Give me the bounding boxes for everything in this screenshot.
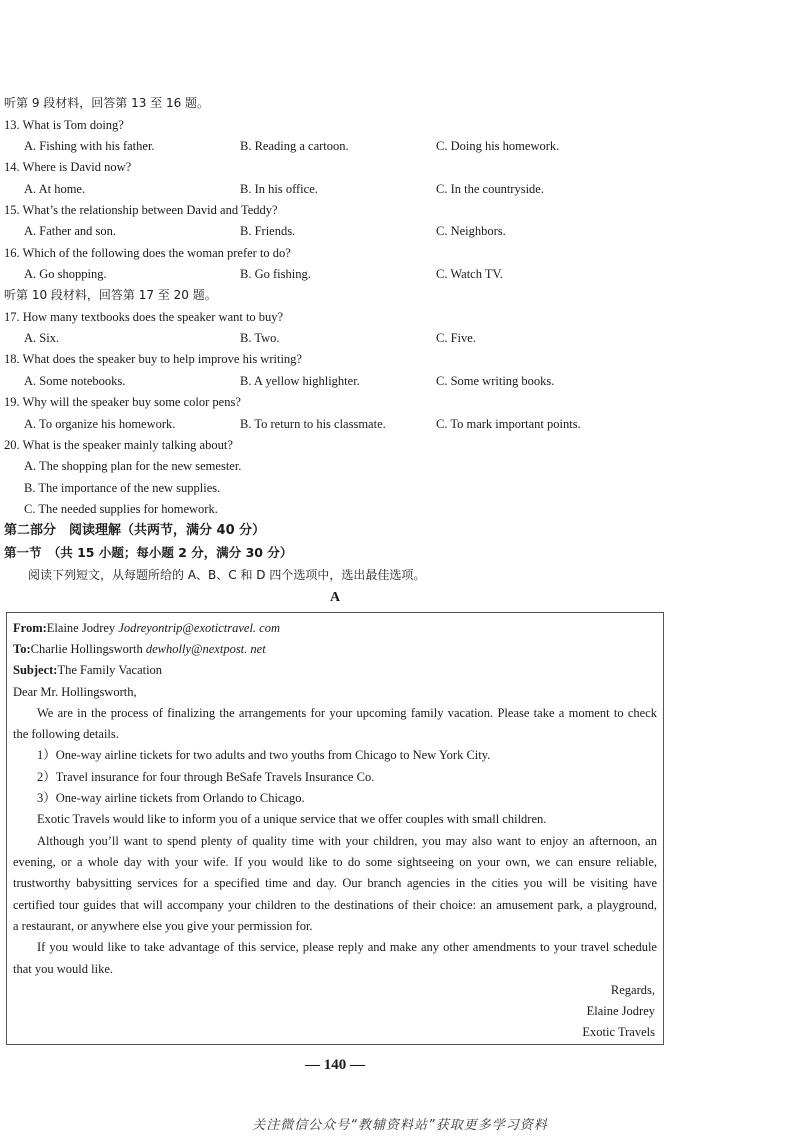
option-18c: C. Some writing books. xyxy=(436,374,555,388)
part2-title: 第二部分 阅读理解（共两节，满分 40 分） xyxy=(4,523,266,538)
subject-label: Subject: xyxy=(13,663,58,677)
option-17b: B. Two. xyxy=(240,331,280,345)
option-16b: B. Go fishing. xyxy=(240,267,311,281)
closing: Regards, xyxy=(610,983,655,997)
email-box xyxy=(6,612,664,1045)
option-13b: B. Reading a cartoon. xyxy=(240,139,349,153)
passage-label: A xyxy=(329,590,341,605)
option-14c: C. In the countryside. xyxy=(436,182,544,196)
option-13a: A. Fishing with his father. xyxy=(24,139,155,153)
question-19: 19. Why will the speaker buy some color pens? xyxy=(4,395,241,409)
option-16a: A. Go shopping. xyxy=(24,267,107,281)
option-19a: A. To organize his homework. xyxy=(24,417,176,431)
question-15: 15. What’s the relationship between David and Teddy? xyxy=(4,203,278,217)
listening-intro-10: 听第 10 段材料，回答第 17 至 20 题。 xyxy=(4,288,217,302)
option-13c: C. Doing his homework. xyxy=(436,139,560,153)
para3-line4: certified tour guides that will accompany your children to the destinations of their choice: an amusement park, a playground, xyxy=(13,898,657,912)
option-20c: C. The needed supplies for homework. xyxy=(24,502,218,516)
to-label: To: xyxy=(13,642,31,656)
para3-line3: trustworthy babysitting services for a specified time and day. Our branch agencies in the cities you will be visiting have xyxy=(13,876,657,890)
from-label: From: xyxy=(13,621,47,635)
footer-note: 关注微信公众号“教辅资料站”获取更多学习资料 xyxy=(252,1118,548,1133)
option-20b: B. The importance of the new supplies. xyxy=(24,481,221,495)
para4-line1: If you would like to take advantage of this service, please reply and make any other amendments to your travel schedule xyxy=(37,940,657,954)
para3-line1: Although you’ll want to spend plenty of quality time with your children, you may also want to enjoy an afternoon, an xyxy=(37,834,657,848)
option-19c: C. To mark important points. xyxy=(436,417,581,431)
para1-line2: the following details. xyxy=(13,727,119,741)
option-17c: C. Five. xyxy=(436,331,476,345)
to-name: Charlie Hollingsworth xyxy=(30,642,143,656)
subject-text: The Family Vacation xyxy=(57,663,163,677)
question-14: 14. Where is David now? xyxy=(4,160,132,174)
question-20: 20. What is the speaker mainly talking about? xyxy=(4,438,233,452)
option-15b: B. Friends. xyxy=(240,224,296,238)
option-15c: C. Neighbors. xyxy=(436,224,506,238)
question-17: 17. How many textbooks does the speaker want to buy? xyxy=(4,310,284,324)
option-16c: C. Watch TV. xyxy=(436,267,504,281)
detail-item-3: 3）One-way airline tickets from Orlando to Chicago. xyxy=(37,791,305,805)
option-17a: A. Six. xyxy=(24,331,60,345)
para2: Exotic Travels would like to inform you of a unique service that we offer couples with small children. xyxy=(37,812,547,826)
detail-item-1: 1）One-way airline tickets for two adults and two youths from Chicago to New York City. xyxy=(37,748,491,762)
option-18b: B. A yellow highlighter. xyxy=(240,374,360,388)
section1-title: 第一节 （共 15 小题；每小题 2 分，满分 30 分） xyxy=(4,545,293,560)
option-14a: A. At home. xyxy=(24,182,86,196)
para1-line1: We are in the process of finalizing the arrangements for your upcoming family vacation. Please take a moment to check xyxy=(37,706,657,720)
email-from xyxy=(13,620,280,636)
option-14b: B. In his office. xyxy=(240,182,318,196)
from-address: Jodreyontrip@exotictravel. com xyxy=(118,621,280,635)
para4-line2: that you would like. xyxy=(13,962,113,976)
option-19b: B. To return to his classmate. xyxy=(240,417,386,431)
signer-name: Elaine Jodrey xyxy=(586,1004,655,1018)
option-18a: A. Some notebooks. xyxy=(24,374,126,388)
para3-line5: a restaurant, or anywhere else you give your permission for. xyxy=(13,919,313,933)
detail-item-2: 2）Travel insurance for four through BeSafe Travels Insurance Co. xyxy=(37,770,375,784)
para3-line2: evening, or a whole day with your wife. If you would like to do some sightseeing on your own, we can ensure reliable, xyxy=(13,855,657,869)
to-address: dewholly@nextpost. net xyxy=(145,642,266,656)
option-20a: A. The shopping plan for the new semester. xyxy=(24,459,242,473)
page-number: — 140 — xyxy=(305,1057,365,1073)
email-subject xyxy=(13,662,162,678)
option-15a: A. Father and son. xyxy=(24,224,116,238)
email-to xyxy=(13,641,266,657)
question-16: 16. Which of the following does the woman prefer to do? xyxy=(4,246,291,260)
reading-instruction: 阅读下列短文，从每题所给的 A、B、C 和 D 四个选项中，选出最佳选项。 xyxy=(28,568,426,582)
listening-intro-9: 听第 9 段材料，回答第 13 至 16 题。 xyxy=(4,96,210,110)
email-greeting: Dear Mr. Hollingsworth, xyxy=(13,685,137,699)
question-18: 18. What does the speaker buy to help improve his writing? xyxy=(4,352,302,366)
from-name: Elaine Jodrey xyxy=(46,621,116,635)
signer-company: Exotic Travels xyxy=(582,1025,655,1039)
question-13: 13. What is Tom doing? xyxy=(4,118,124,132)
